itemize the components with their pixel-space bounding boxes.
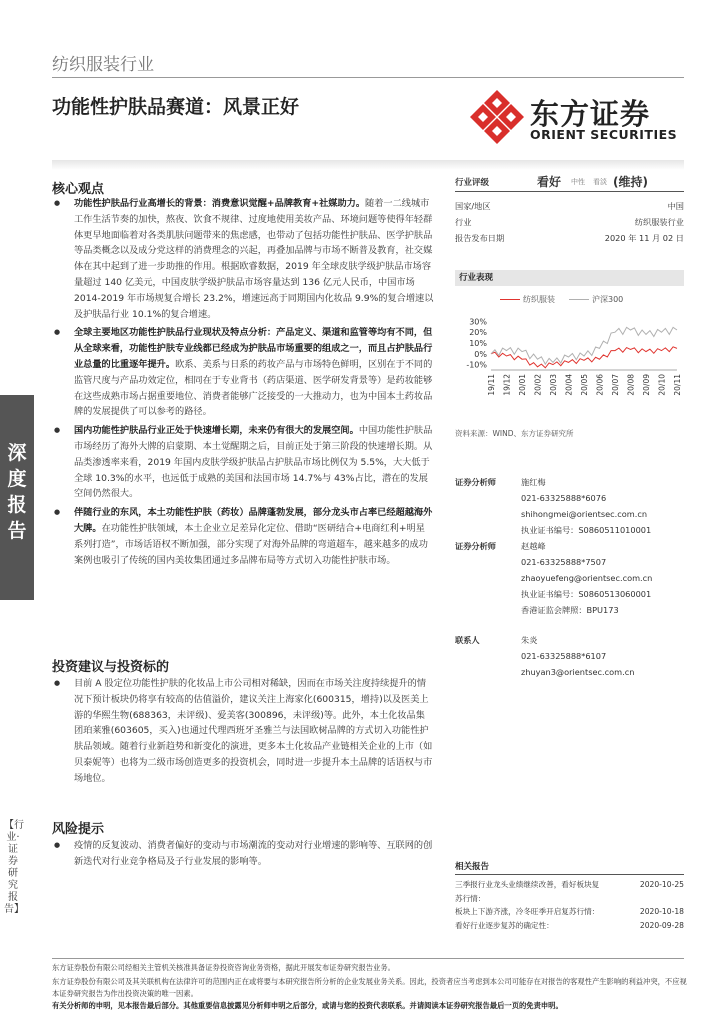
core-bullet-3: ● 国内功能性护肤品行业正处于快速增长期，未来仍有很大的发展空间。中国功能性护肤品市场经历了海外大牌的启蒙期、本土觉醒期之后，目前正处于第三阶段的快速增长期。从品类渗透率来看，2019 年国内皮肤学级护肤品占护肤品市场比例仅为 5.5%，大大低于全球 10.3%的水平，也远低于成熟的美国和法国市场 14.7%与 43%占比，潜在的发展空间仍然很大。 (52, 423, 434, 502)
analyst2-cert: 执业证书编号：S0860513060001 (521, 589, 652, 599)
analyst1-email[interactable]: shihongmei@orientsec.com.cn (521, 509, 648, 519)
x-tick-label: 20/05 (580, 374, 589, 396)
related-item-1-cont: 苏行情： (455, 893, 486, 903)
chart-source: 资料来源：WIND、东方证券研究所 (455, 429, 574, 438)
analyst1-name: 施红梅 (521, 477, 546, 487)
core-bullet-1: ● 功能性护肤品行业高增长的背景：消费意识觉醒+品牌教育+社媒助力。随着一二线城市工作生活节奏的加快，熬夜、饮食不规律、过度地使用美妆产品、环境问题等使得年轻群体更早地面临着对各类肌肤问题带来的焦虑感，也带动了包括功能性护肤品、医学护肤品等品类概念以及成分党这样的消费理念的兴起，再叠加品牌与市场不断普及教育，社交媒体在其中起到了进一步助推的作用。根据欧睿数据，2019 年全球皮肤学级护肤品市场容量超过 140 亿美元，中国皮肤学级护肤品市场容量达到 136 亿元人民币，中国市场 2014-2019 年市场规复合增长 23.2%，增速远高于同期国内化妆品 9.9%的复合增速以及护肤品行业 10.1%的复合增速。 (52, 196, 434, 322)
contact-email[interactable]: zhuyan3@orientsec.com.cn (521, 667, 635, 677)
footer-line-2: 东方证券股份有限公司及其关联机构在法律许可的范围内正在或将要与本研究报告所分析的企业发展业务关系。因此，投资者应当考虑到本公司可能存在对报告的客观性产生影响的利益冲突，不应视本证券研究报告为作出投资决策的唯一因素。 (52, 977, 687, 998)
analyst2-hk: 香港证监会牌照：BPU173 (521, 605, 619, 615)
header-divider (52, 77, 684, 78)
info-row-industry: 行业 纺织服装行业 (455, 217, 684, 227)
related-item-2[interactable]: 板块上下游齐涨，冷冬旺季开启复苏行情： 2020-10-18 (455, 907, 684, 916)
core-bullet-4: ● 伴随行业的东风，本土功能性护肤（药妆）品牌蓬勃发展，部分龙头市占率已经超越海外大牌。在功能性护肤领域，本土企业立足差异化定位、借助“医研结合+电商红利+明星系列打造”，市场话语权不断加强，部分实现了对海外品牌的弯道超车，越来越多的成功案例也吸引了传统的国内美妆集团通过多品牌布局等方式切入功能性护肤市场。 (52, 505, 434, 568)
x-tick-label: 20/01 (518, 374, 527, 396)
analyst2-phone: 021-63325888*7507 (521, 557, 607, 567)
report-title: 功能性护肤品赛道：风景正好 (52, 96, 300, 118)
risk-body (52, 838, 434, 873)
performance-heading: 行业表现 (455, 270, 684, 286)
contact-name: 朱炎 (521, 635, 538, 645)
invest-body (52, 676, 434, 790)
y-tick-label: 0% (474, 349, 487, 359)
x-tick-label: 20/10 (657, 374, 667, 396)
core-bullet-2: ● 全球主要地区功能性护肤品行业现状及特点分析：产品定义、渠道和监管等均有不同，但从全球来看，功能性护肤专业线都已经成为护肤品市场重要的组成之一，而且占护肤品行业总量的比重逐年提升。欧系、美系与日系的药妆产品与市场特色鲜明，区别在于不同的监管尺度与产品功效定位，相同在于专业背书（药店渠道、医学研发背景等）是药妆能够在这些成熟市场占据重要地位、消费者能够广泛接受的一大推动力，也为中国本土药妆品牌的发展提供了可以参考的路径。 (52, 325, 434, 420)
analyst2-email[interactable]: zhaoyuefeng@orientsec.com.cn (521, 573, 653, 583)
side-report-type: 【行业·证券研究报告】 (4, 820, 24, 915)
analyst2-label: 证券分析师 (455, 541, 496, 551)
rating-maintain: (维持) (613, 175, 648, 189)
analyst2-info (521, 538, 652, 618)
rating-row (455, 172, 684, 192)
side-tab-label: 深度报告 (7, 442, 27, 542)
related-item-3[interactable]: 看好行业逐步复苏的确定性： 2020-09-28 (455, 920, 684, 930)
rating-neutral: 中性 (571, 177, 586, 186)
rating-value: 看好 (537, 175, 562, 189)
y-tick-label: 10% (469, 339, 487, 348)
chart-legend (500, 294, 623, 305)
rating-panel (455, 172, 684, 246)
rating-label: 行业评级 (455, 177, 490, 188)
logo-text-cn: 东方证券 (530, 97, 651, 131)
analyst2-name: 赵越峰 (521, 541, 546, 551)
info-row-region: 国家/地区 中国 (455, 201, 684, 211)
footer-line-3: 有关分析师的申明，见本报告最后部分。其他重要信息披露见分析师申明之后部分，或请与您的投资代表联系。并请阅读本证券研究报告最后一页的免责申明。 (52, 1001, 563, 1010)
analyst1-cert: 执业证书编号：S0860511010001 (521, 525, 652, 535)
legend-a: 纺织服装 (523, 295, 555, 304)
rating-info (455, 198, 684, 246)
analyst1-info (521, 474, 651, 538)
contact-phone: 021-63325888*6107 (521, 651, 607, 661)
x-tick-label: 19/11 (487, 374, 496, 396)
x-tick-label: 20/07 (611, 374, 620, 396)
x-tick-label: 20/06 (595, 374, 605, 396)
analyst1-label: 证券分析师 (455, 477, 496, 487)
invest-bullet: ● 目前 A 股定位功能性护肤的化妆品上市公司相对稀缺，因而在市场关注度持续提升的情况下预计板块仍将享有较高的估值溢价，建议关注上海家化(600315，增持)以及医美上游的华熙生物(688363，未评级)、爱美客(300896，未评级)等。此外，本土化妆品集团珀莱雅(603605，买入)也通过代理西班牙圣雅兰与法国欧树品牌的方式切入功能性护肤品领域。随着行业新趋势和新变化的演进，更多本土化妆品产业链相关企业的上市（如贝泰妮等）也将为二级市场创造更多的投资机会，同时进一步提升本土品牌的话语权与市场地位。 (52, 676, 434, 787)
related-heading: 相关报告 (455, 860, 684, 875)
x-tick-label: 20/02 (533, 374, 543, 396)
footer-line-1: 东方证券股份有限公司经相关主管机关核准具备证券投资咨询业务资格，据此开展发布证券研究报告业务。 (52, 963, 395, 972)
core-heading: 核心观点 (52, 182, 105, 197)
y-tick-label: 20% (469, 328, 487, 338)
related-item-1[interactable]: 三季报行业龙头业绩继续改善，看好板块复 2020-10-25 (455, 880, 684, 889)
y-tick-label: 30% (469, 317, 487, 327)
industry-label: 纺织服装行业 (52, 55, 154, 75)
x-tick-label: 19/12 (502, 374, 512, 396)
legend-swatch-a (500, 299, 520, 300)
risk-heading: 风险提示 (52, 822, 105, 837)
info-row-date: 报告发布日期 2020 年 11 月 02 日 (455, 233, 684, 243)
title-divider (52, 160, 684, 170)
x-tick-label: 20/08 (626, 374, 636, 396)
x-tick-label: 20/04 (564, 374, 574, 396)
x-tick-label: 20/11 (673, 374, 682, 396)
invest-heading: 投资建议与投资标的 (52, 660, 170, 675)
legend-b: 沪深300 (592, 295, 624, 304)
footer-divider (52, 958, 684, 959)
orient-logo-icon (468, 88, 526, 146)
analyst1-phone: 021-63325888*6076 (521, 493, 607, 503)
core-bullets (52, 196, 434, 571)
x-tick-label: 20/03 (549, 374, 558, 396)
series-line-textile (491, 347, 677, 368)
contact-label: 联系人 (455, 635, 480, 645)
legend-swatch-b (569, 299, 589, 300)
risk-bullet: ● 疫情的反复波动、消费者偏好的变动与市场潮流的变动对行业增速的影响等、互联网的创新迭代对行业竞争格局及子行业发展的影响等。 (52, 838, 434, 870)
contact-info (521, 632, 634, 680)
y-tick-label: -10% (466, 360, 487, 370)
logo-text-en: ORIENT SECURITIES (530, 127, 678, 142)
rating-bearish: 看淡 (593, 177, 608, 186)
related-list (455, 878, 684, 932)
x-tick-label: 20/09 (642, 374, 651, 396)
performance-chart (455, 310, 684, 410)
series-line-csi300 (491, 327, 677, 364)
